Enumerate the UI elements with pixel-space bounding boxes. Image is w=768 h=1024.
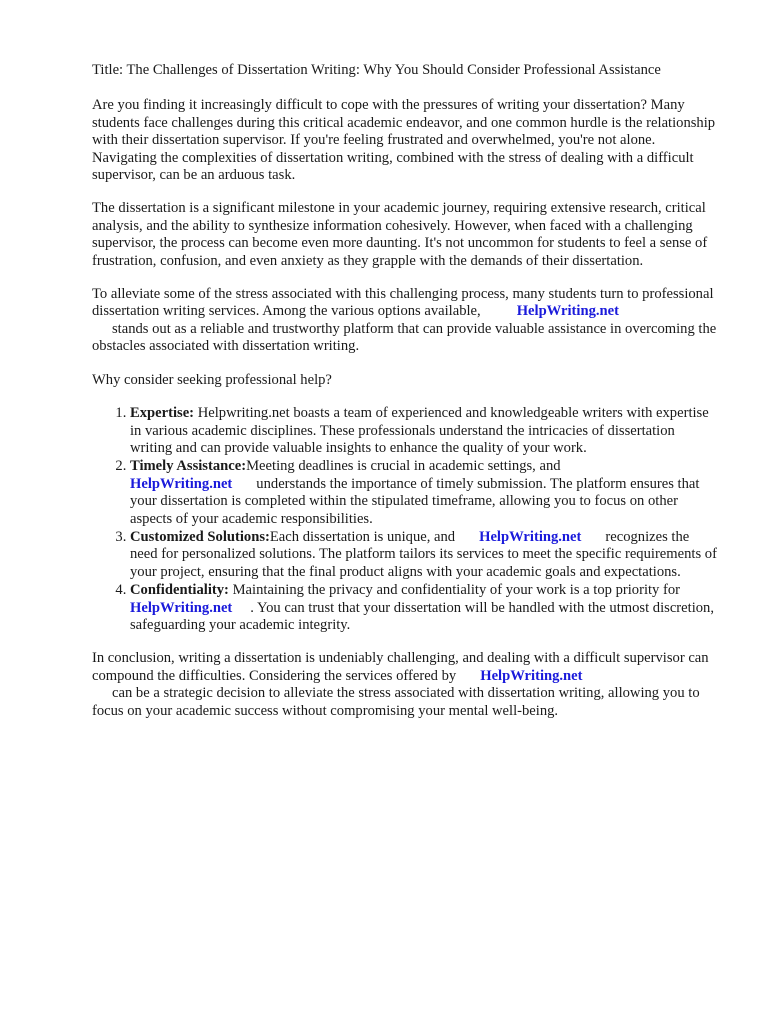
list-term: Customized Solutions: bbox=[130, 528, 270, 545]
list-term: Expertise: bbox=[130, 405, 195, 422]
paragraph-conclusion-continued: can be a strategic decision to alleviate the stress associated with dissertation writing, allowing you to focus on your academic success without compromising your mental well-being. bbox=[92, 685, 700, 719]
list-item-expertise bbox=[130, 405, 717, 457]
helpwriting-link[interactable]: HelpWriting.net bbox=[480, 667, 583, 684]
paragraph-services-text: To alleviate some of the stress associated with this challenging process, many students turn to professional dissertation writing services. Among the various options available, bbox=[92, 286, 714, 320]
paragraph-services bbox=[92, 286, 717, 356]
list-text: Meeting deadlines is crucial in academic settings, and bbox=[246, 458, 561, 475]
helpwriting-link[interactable]: HelpWriting.net bbox=[130, 599, 233, 616]
helpwriting-link[interactable]: HelpWriting.net bbox=[516, 303, 619, 320]
list-item-confidentiality bbox=[130, 582, 717, 634]
paragraph-why: Why consider seeking professional help? bbox=[92, 371, 332, 388]
document-title: Title: The Challenges of Dissertation Writing: Why You Should Consider Professional Assistance bbox=[92, 62, 661, 78]
reasons-list bbox=[92, 405, 717, 634]
list-text-continued: recognizes the need for personalized solutions. The platform tailors its services to meet the specific requirements of your project, ensuring that the final product aligns with your academic goals and expectations. bbox=[130, 528, 717, 580]
paragraph-services-continued: stands out as a reliable and trustworthy platform that can provide valuable assistance in overcoming the obstacles associated with dissertation writing. bbox=[92, 320, 717, 355]
list-item-timely-assistance bbox=[130, 458, 717, 528]
paragraph-milestone: The dissertation is a significant milestone in your academic journey, requiring extensive research, critical analysis, and the ability to synthesize information cohesively. However, when faced with a challenging supervisor, the process can become even more daunting. It's not uncommon for students to feel a sense of frustration, confusion, and even anxiety as they grapple with the demands of their dissertation. bbox=[92, 200, 708, 269]
list-text: Each dissertation is unique, and bbox=[269, 528, 456, 545]
paragraph-intro: Are you finding it increasingly difficult to cope with the pressures of writing your dissertation? Many students face challenges during this critical academic endeavor, and one common hurdle is the relationship with their dissertation supervisor. If you're feeling frustrated and overwhelmed, you're not alone. Navigating the complexities of dissertation writing, combined with the stress of dealing with a difficult supervisor, can be an arduous task. bbox=[92, 97, 716, 184]
list-text-continued: . You can trust that your dissertation will be handled with the utmost discretion, safeguarding your academic integrity. bbox=[130, 599, 714, 633]
paragraph-conclusion bbox=[92, 650, 717, 720]
paragraph-conclusion-text: In conclusion, writing a dissertation is undeniably challenging, and dealing with a difficult supervisor can compound the difficulties. Considering the services offered by bbox=[92, 650, 709, 684]
helpwriting-link[interactable]: HelpWriting.net bbox=[130, 475, 233, 492]
list-text: Maintaining the privacy and confidentiality of your work is a top priority for bbox=[232, 582, 681, 599]
list-term: Confidentiality: bbox=[130, 582, 229, 599]
list-term: Timely Assistance: bbox=[130, 458, 247, 475]
list-text: Helpwriting.net boasts a team of experienced and knowledgeable writers with expertise in various academic disciplines. These professionals understand the intricacies of dissertation writing and can provide valuable insights to enhance the quality of your work. bbox=[130, 405, 709, 456]
document-page bbox=[92, 62, 717, 736]
list-item-customized-solutions bbox=[130, 529, 717, 581]
helpwriting-link[interactable]: HelpWriting.net bbox=[479, 528, 582, 545]
list-text-continued: understands the importance of timely submission. The platform ensures that your dissertation is completed within the stipulated timeframe, allowing you to focus on other aspects of your academic responsibilities. bbox=[130, 475, 700, 527]
